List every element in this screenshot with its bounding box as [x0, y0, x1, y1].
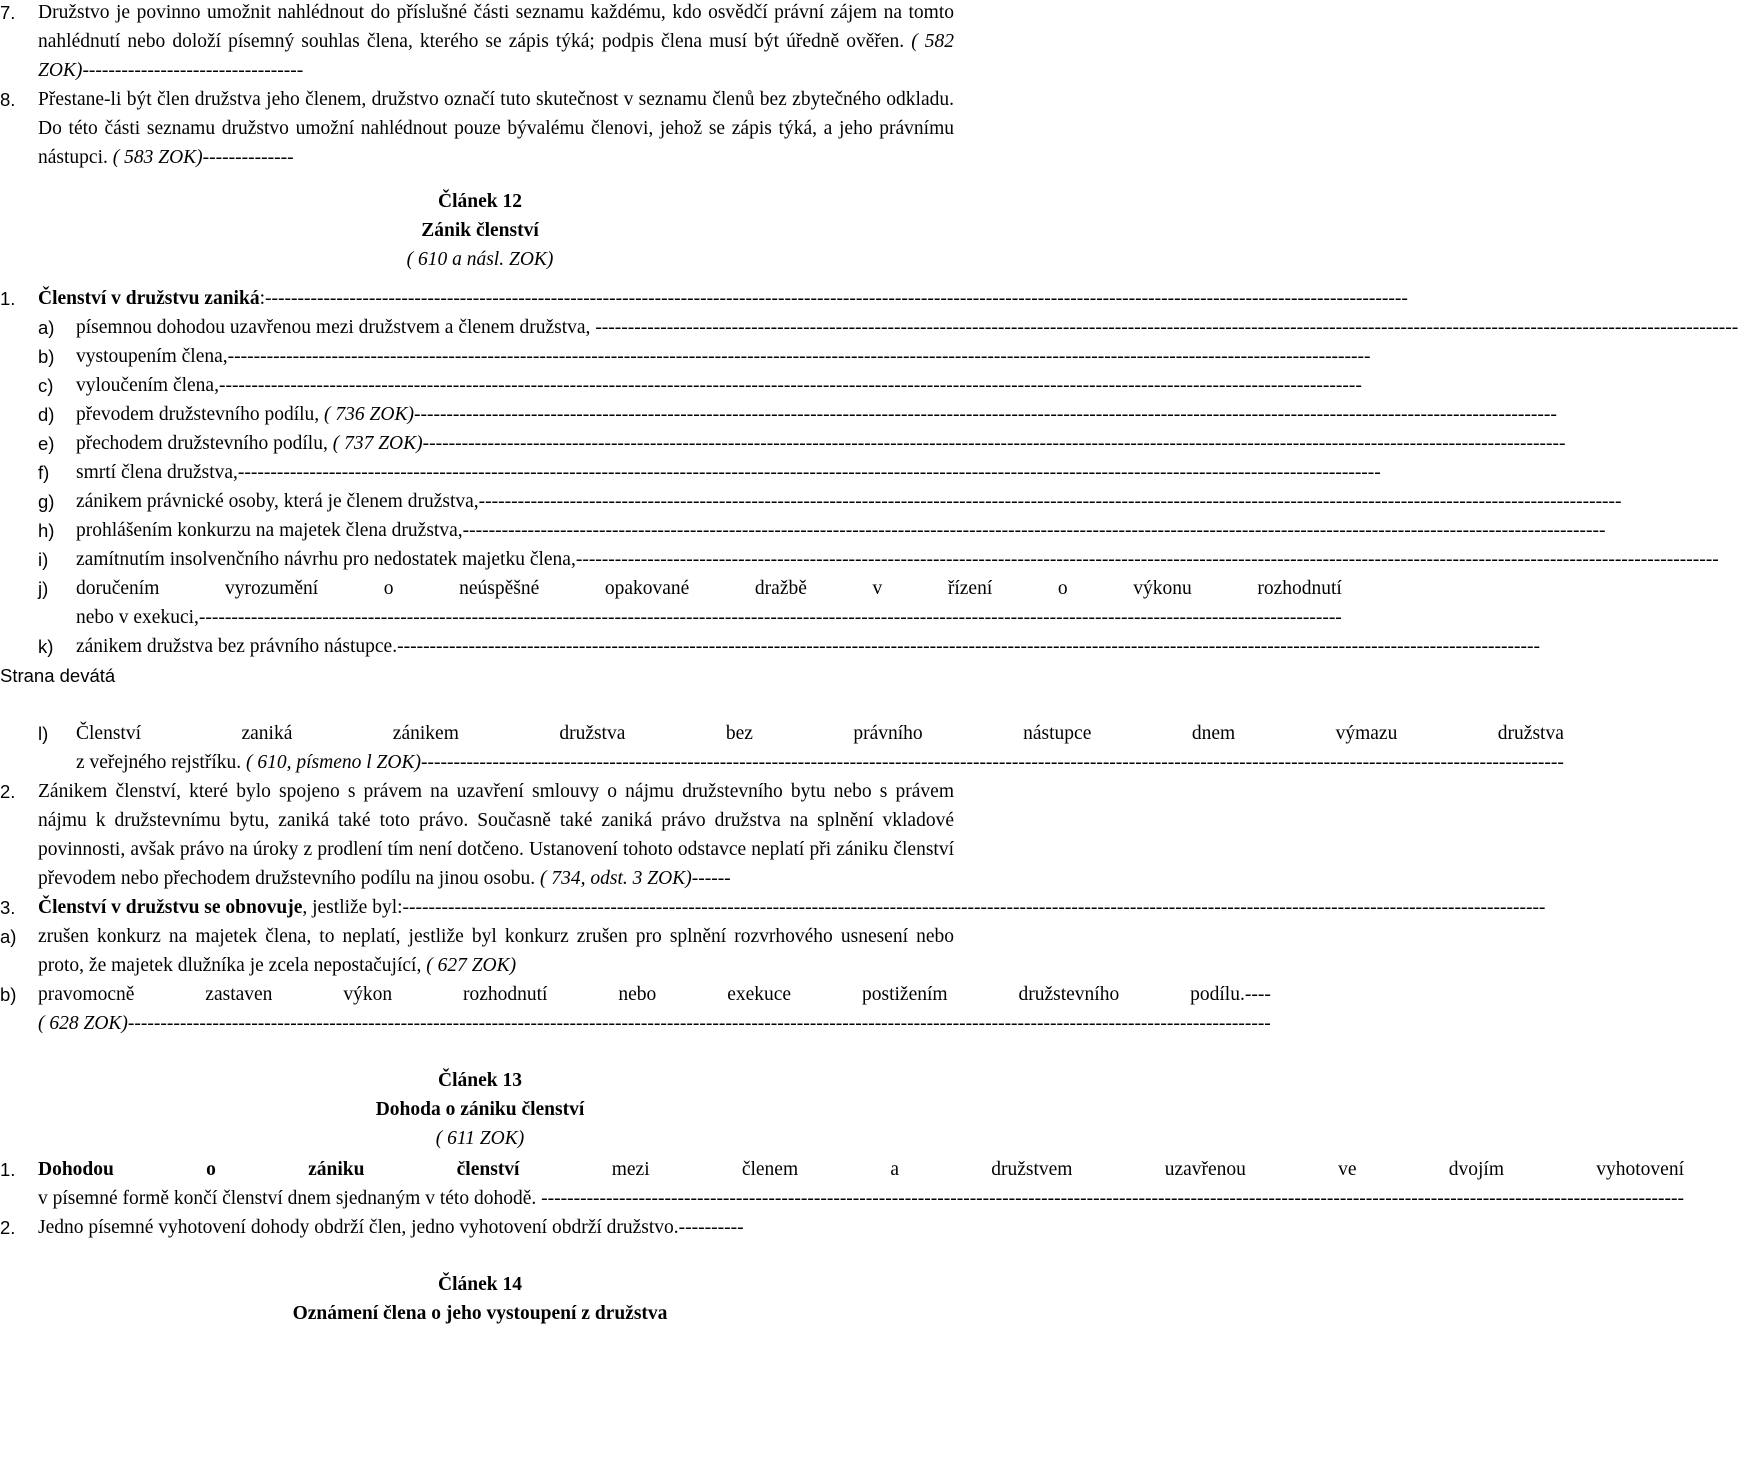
list-label: a) — [0, 926, 17, 947]
list-text: Členství zaniká zánikem družstva bez právního nástupce dnem výmazu družstva — [76, 723, 1564, 744]
list-text: vystoupením člena, — [76, 346, 228, 367]
list-label: c) — [38, 375, 54, 396]
article-title: Článek 13 — [438, 1070, 522, 1091]
list-label: j) — [38, 578, 49, 599]
paragraph-lead: Členství v družstvu se obnovuje — [38, 897, 303, 918]
list-item — [38, 429, 1566, 458]
paragraph-text: Přestane-li být člen družstva jeho členem, družstvo označí tuto skutečnost v seznamu členů bez zbytečného odkladu. Do této části seznamu družstvo umožní nahlédnout pouze bývalému členovi, jehož se zápis týká, a jeho právnímu nástupci. ( 583 ZOK)-------------- — [38, 89, 954, 168]
dash-filler: -------------------------------------------------------------------------------------------------------------------------------------------------------------------------------- — [402, 897, 1546, 918]
list-text: prohlášením konkurzu na majetek člena družstva, — [76, 520, 463, 541]
dash-filler: -------------------------------------------------------------------------------------------------------------------------------------------------------------------------------- — [595, 317, 1739, 338]
article-12-paragraph-2 — [0, 777, 960, 893]
article-subtitle: Zánik členství — [421, 220, 539, 241]
list-label: b) — [38, 346, 55, 367]
list-text: vyloučením člena, — [76, 375, 219, 396]
law-reference: ( 737 ZOK) — [332, 433, 423, 454]
dash-filler: ---------------------------------- — [82, 60, 304, 81]
dash-filler: -------------------------------------------------------------------------------------------------------------------------------------------------------------------------------- — [422, 433, 1566, 454]
dash-filler: -------------------------------------------------------------------------------------------------------------------------------------------------------------------------------- — [478, 491, 1622, 512]
restore-item-b — [0, 980, 1271, 1038]
list-label: k) — [38, 636, 54, 657]
restore-item-a — [0, 922, 960, 980]
article-13-heading — [0, 1066, 960, 1153]
paragraph-number: 7. — [0, 2, 16, 23]
list-text: zrušen konkurz na majetek člena, to neplatí, jestliže byl konkurz zrušen pro splnění rozvrhového usnesení nebo proto, že majetek dlužníka je zcela nepostačující, ( 627 ZOK) — [38, 926, 954, 976]
paragraph-text: Zánikem členství, které bylo spojeno s právem na uzavření smlouvy o nájmu družstevního bytu nebo s právem nájmu k družstevnímu bytu, zaniká také toto právo. Současně také zaniká právo družstva na splnění vkladové povinnosti, avšak právo na úroky z prodlení tím není dotčeno. Ustanovení tohoto odstavce neplatí při zániku členství převodem nebo přechodem družstevního podílu na jinou osobu. ( 734, odst. 3 ZOK)------ — [38, 781, 954, 889]
list-item — [38, 487, 1622, 516]
list-text: písemnou dohodou uzavřenou mezi družstvem a členem družstva, — [76, 317, 596, 338]
list-item-j — [38, 574, 1342, 632]
article-title: Článek 12 — [438, 191, 522, 212]
paragraph-text: v písemné formě končí členství dnem sjednaným v této dohodě. — [38, 1188, 542, 1209]
dash-filler: -------------------------------------------------------------------------------------------------------------------------------------------------------------------------------- — [413, 404, 1557, 425]
list-label: g) — [38, 491, 55, 512]
law-reference: ( 628 ZOK) — [38, 1013, 128, 1034]
article-title: Článek 14 — [438, 1274, 522, 1295]
paragraph-7 — [0, 0, 960, 85]
list-label: a) — [38, 317, 55, 338]
dash-filler: -------------------------------------------------------------------------------------------------------------------------------------------------------------------------------- — [198, 607, 1342, 628]
list-label: h) — [38, 520, 55, 541]
dash-filler: -------------------------------------------------------------------------------------------------------------------------------------------------------------------------------- — [397, 636, 1540, 657]
paragraph-number: 3. — [0, 897, 16, 918]
list-item — [38, 516, 1606, 545]
list-label: f) — [38, 462, 50, 483]
list-label: e) — [38, 433, 55, 454]
list-text: přechodem družstevního podílu, — [76, 433, 333, 454]
list-text: zánikem právnické osoby, která je členem družstva, — [76, 491, 479, 512]
law-reference: ( 736 ZOK) — [324, 404, 414, 425]
list-item — [38, 371, 1362, 400]
dash-filler: -------------------------------------------------------------------------------------------------------------------------------------------------------------------------------- — [575, 549, 1719, 570]
article-13-paragraph-1: 1. Dohodou o zániku členství mezi členem a družstvem uzavřenou ve dvojím vyhotovení v písemné formě končí členství dnem sjednaným v této dohodě. -------------------------------------------------------------------------------------------------------------------------------------------------------------------------------- — [0, 1155, 960, 1213]
paragraph-text: Družstvo je povinno umožnit nahlédnout do příslušné části seznamu každému, kdo osvědčí právní zájem na tomto nahlédnutí nebo doloží písemný souhlas člena, kterého se zápis týká; podpis člena musí být úředně ověřen. ( 582 ZOK)---------------------------------- — [38, 2, 955, 81]
list-item-l — [38, 719, 1564, 777]
list-text: smrtí člena družstva, — [76, 462, 238, 483]
dash-filler: -------------------------------------------------------------------------------------------------------------------------------------------------------------------------------- — [227, 346, 1371, 367]
paragraph-number: 1. — [0, 1159, 16, 1180]
list-item — [38, 400, 1557, 429]
dash-filler: -------------------------------------------------------------------------------------------------------------------------------------------------------------------------------- — [218, 375, 1362, 396]
article-12-heading — [0, 187, 960, 274]
paragraph-number: 8. — [0, 89, 16, 110]
list-item — [38, 545, 1719, 574]
list-item — [38, 342, 1371, 371]
dash-filler: -------------------------------------------------------------------------------------------------------------------------------------------------------------------------------- — [127, 1013, 1271, 1034]
dash-filler: -------------------------------------------------------------------------------------------------------------------------------------------------------------------------------- — [265, 288, 1408, 309]
list-text: z veřejného rejstříku. — [76, 752, 247, 773]
list-text: zánikem družstva bez právního nástupce. — [76, 636, 398, 657]
list-item-k — [38, 632, 1540, 661]
list-label: d) — [38, 404, 55, 425]
list-text: nebo v exekuci, — [76, 607, 199, 628]
list-text: zamítnutím insolvenčního návrhu pro nedostatek majetku člena, — [76, 549, 576, 570]
list-label: l) — [38, 723, 49, 744]
dash-filler: ------ — [691, 868, 731, 889]
dash-filler: -------------------------------------------------------------------------------------------------------------------------------------------------------------------------------- — [420, 752, 1564, 773]
law-reference: ( 583 ZOK) — [112, 147, 203, 168]
paragraph-number: 2. — [0, 1217, 16, 1238]
list-item — [38, 313, 1739, 342]
paragraph-8 — [0, 85, 960, 172]
law-reference: ( 627 ZOK) — [426, 955, 517, 976]
list-text: doručením vyrozumění o neúspěšné opakované dražbě v řízení o výkonu rozhodnutí — [76, 578, 1342, 599]
paragraph-text: Jedno písemné vyhotovení dohody obdrží člen, jedno vyhotovení obdrží družstvo.---------- — [38, 1217, 744, 1238]
article-13-paragraph-2 — [0, 1213, 960, 1242]
article-reference: ( 610 a násl. ZOK) — [406, 249, 554, 270]
law-reference: ( 734, odst. 3 ZOK) — [540, 868, 692, 889]
page-number-label: Strana devátá — [0, 665, 116, 686]
termination-list — [0, 313, 1739, 574]
article-reference: ( 611 ZOK) — [435, 1128, 525, 1149]
dash-filler: -------------------------------------------------------------------------------------------------------------------------------------------------------------------------------- — [541, 1188, 1684, 1209]
list-label: i) — [38, 549, 49, 570]
law-reference: ( 610, písmeno l ZOK) — [246, 752, 421, 773]
law-reference: ( 582 ZOK) — [38, 31, 955, 81]
list-item — [38, 458, 1381, 487]
article-subtitle: Oznámení člena o jeho vystoupení z družstva — [292, 1303, 668, 1324]
paragraph-lead: Členství v družstvu zaniká — [38, 288, 260, 309]
list-text: převodem družstevního podílu, — [76, 404, 325, 425]
paragraph-number: 2. — [0, 781, 16, 802]
article-14-heading — [0, 1270, 960, 1328]
article-subtitle: Dohoda o zániku členství — [375, 1099, 585, 1120]
list-text: pravomocně zastaven výkon rozhodnutí nebo exekuce postižením družstevního podílu.---- — [38, 984, 1271, 1005]
article-12-paragraph-3: 3. Členství v družstvu se obnovuje , jestliže byl: -------------------------------------------------------------------------------------------------------------------------------------------------------------------------------- — [0, 893, 960, 922]
paragraph-lead: Dohodou o zániku členství — [38, 1159, 520, 1180]
dash-filler: -------------- — [202, 147, 294, 168]
dash-filler: -------------------------------------------------------------------------------------------------------------------------------------------------------------------------------- — [462, 520, 1606, 541]
article-12-paragraph-1: 1. Členství v družstvu zaniká : -------------------------------------------------------------------------------------------------------------------------------------------------------------------------------- — [0, 284, 960, 313]
dash-filler: -------------------------------------------------------------------------------------------------------------------------------------------------------------------------------- — [237, 462, 1381, 483]
paragraph-number: 1. — [0, 288, 16, 309]
list-label: b) — [0, 984, 17, 1005]
